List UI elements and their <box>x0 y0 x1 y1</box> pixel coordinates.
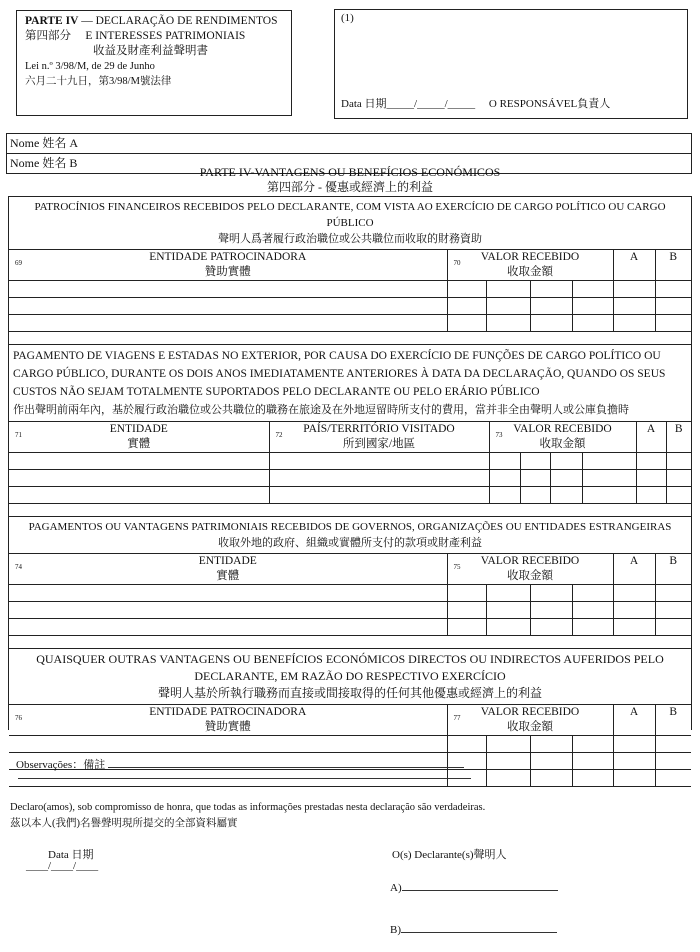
form-title-cn: 收益及財產利益聲明書 <box>93 45 208 57</box>
part-label-cn: 第四部分 <box>25 30 71 42</box>
responsible-label: O RESPONSÁVEL負責人 <box>488 98 611 110</box>
observations-label: Observações：備註 <box>16 759 106 771</box>
date-field[interactable]: _____/_____/_____ <box>386 98 476 110</box>
field-number: 77 <box>453 714 461 722</box>
signature-a-label: A) <box>390 882 402 894</box>
field-number: 70 <box>453 259 461 267</box>
column-header-entity: ENTIDADE <box>109 423 168 435</box>
benefits-tables <box>8 196 692 733</box>
field-number: 75 <box>453 563 461 571</box>
column-header-country: PAÍS/TERRITÓRIO VISITADO <box>303 423 455 435</box>
column-header-a: A <box>636 422 666 453</box>
column-header-value-cn: 收取金額 <box>507 721 553 733</box>
section-title-cn: 作出聲明前兩年內，基於履行政治職位或公共職位的職務在旅途及在外地逗留時所支付的費用，當并非全由聲明人或公庫負擔時 <box>13 404 629 416</box>
column-header-a: A <box>613 250 655 281</box>
section-title-cn: 收取外地的政府、組織或實體所支付的款項或財產利益 <box>218 537 482 549</box>
column-header-value-cn: 收取金額 <box>507 266 553 278</box>
column-header-b: B <box>655 250 691 281</box>
declaration-text-cn: 茲以本人(我們)名譽聲明現所提交的全部資料屬實 <box>10 818 238 829</box>
section-title: PAGAMENTOS OU VANTAGENS PATRIMONIAIS RECEBIDOS DE GOVERNOS, ORGANIZAÇÕES OU ENTIDADES ESTRANGEIRAS <box>28 521 672 533</box>
law-reference-cn: 六月二十九日，第3/98/M號法律 <box>25 76 172 87</box>
table-row[interactable] <box>9 470 691 487</box>
section-travel-payments <box>9 345 691 517</box>
observations-field-line2[interactable] <box>18 768 471 779</box>
column-header-entity-cn: 實體 <box>127 438 151 450</box>
table-row[interactable] <box>9 487 691 504</box>
table-row[interactable] <box>9 453 691 470</box>
table-row[interactable] <box>9 298 691 315</box>
section-sponsorships <box>9 197 691 345</box>
table-row[interactable] <box>9 736 691 753</box>
column-header-b: B <box>666 422 691 453</box>
section-title-cn: 聲明人爲著履行政治職位或公共職位而收取的財務資助 <box>218 233 482 245</box>
table-row[interactable] <box>9 619 691 636</box>
form-header <box>16 10 292 116</box>
name-field-a[interactable]: Nome 姓名 A <box>7 134 691 154</box>
field-number: 71 <box>15 431 22 439</box>
section-title: PAGAMENTO DE VIAGENS E ESTADAS NO EXTERIOR, POR CAUSA DO EXERCÍCIO DE FUNÇÕES DE CARGO POLÍTICO OU CARGO PÚBLICO, DURANTE OS DOIS ANOS IMEDIATAMENTE ANTERIORES À DATA DA DECLARAÇÃO, QUANDO OS SEUS CUSTOS NÃO SEJAM TOTALMENTE SUPORTADOS PELO DECLARANTE OU PELO ERÁRIO PÚBLICO <box>13 350 666 398</box>
signature-b-field[interactable] <box>401 921 557 933</box>
reference-number: (1) <box>341 12 354 24</box>
column-header-entity-cn: 贊助實體 <box>204 266 251 278</box>
signature-a-field[interactable] <box>402 879 558 891</box>
table-row[interactable] <box>9 585 691 602</box>
column-header-entity: ENTIDADE <box>198 555 257 567</box>
column-header-value: VALOR RECEBIDO <box>513 423 612 435</box>
form-title: — DECLARAÇÃO DE RENDIMENTOS <box>78 15 278 27</box>
field-number: 74 <box>15 563 22 571</box>
section-title: PATROCÍNIOS FINANCEIROS RECEBIDOS PELO DECLARANTE, COM VISTA AO EXERCÍCIO DE CARGO POLÍTICO OU CARGO PÚBLICO <box>34 201 666 229</box>
signature-b-label: B) <box>390 924 401 936</box>
column-header-value-cn: 收取金額 <box>539 438 586 450</box>
column-header-value: VALOR RECEBIDO <box>480 555 580 567</box>
table-row[interactable] <box>9 602 691 619</box>
column-header-entity-cn: 贊助實體 <box>204 721 251 733</box>
part-title: PARTE IV-VANTAGENS OU BENEFÍCIOS ECONÓMICOS <box>199 165 501 179</box>
form-title-line2: E INTERESSES PATRIMONIAIS <box>85 30 246 42</box>
field-number: 72 <box>275 431 283 439</box>
column-header-b: B <box>655 705 691 736</box>
part-label: PARTE IV <box>25 15 79 27</box>
column-header-a: A <box>613 554 655 585</box>
field-number: 73 <box>495 431 503 439</box>
official-use-box <box>334 9 688 119</box>
column-header-value: VALOR RECEBIDO <box>480 706 580 718</box>
section-title: QUAISQUER OUTRAS VANTAGENS OU BENEFÍCIOS ECONÓMICOS DIRECTOS OU INDIRECTOS AUFERIDOS PELO DECLARANTE, EM RAZÃO DO RESPECTIVO EXERCÍCIO <box>36 652 664 683</box>
declarants-label: O(s) Declarante(s)聲明人 <box>392 849 507 861</box>
declaration-text: Declaro(amos), sob compromisso de honra, que todas as informações prestadas nesta declaração são verdadeiras. <box>10 802 486 813</box>
column-header-entity: ENTIDADE PATROCINADORA <box>149 251 307 263</box>
law-reference: Lei n.º 3/98/M, de 29 de Junho <box>25 61 155 72</box>
section-foreign-payments <box>9 517 691 649</box>
column-header-value-cn: 收取金額 <box>507 570 553 582</box>
column-header-country-cn: 所到國家/地區 <box>342 438 416 450</box>
column-header-b: B <box>655 554 691 585</box>
column-header-a: A <box>613 705 655 736</box>
field-number: 69 <box>15 259 22 267</box>
table-row[interactable] <box>9 281 691 298</box>
part-title-cn: 第四部分 - 優惠或經濟上的利益 <box>267 180 433 194</box>
table-row[interactable] <box>9 315 691 332</box>
column-header-entity: ENTIDADE PATROCINADORA <box>149 706 307 718</box>
date-label: Data 日期 <box>341 98 387 110</box>
section-title-cn: 聲明人基於所執行職務而直接或間接取得的任何其他優惠或經濟上的利益 <box>157 686 542 700</box>
column-header-value: VALOR RECEBIDO <box>480 251 580 263</box>
date-label: Data 日期 <box>48 849 94 861</box>
column-header-entity-cn: 實體 <box>216 570 240 582</box>
date-field[interactable]: ____/____/____ <box>26 860 99 872</box>
field-number: 76 <box>15 714 22 722</box>
name-field-b[interactable]: Nome 姓名 B <box>10 156 78 170</box>
